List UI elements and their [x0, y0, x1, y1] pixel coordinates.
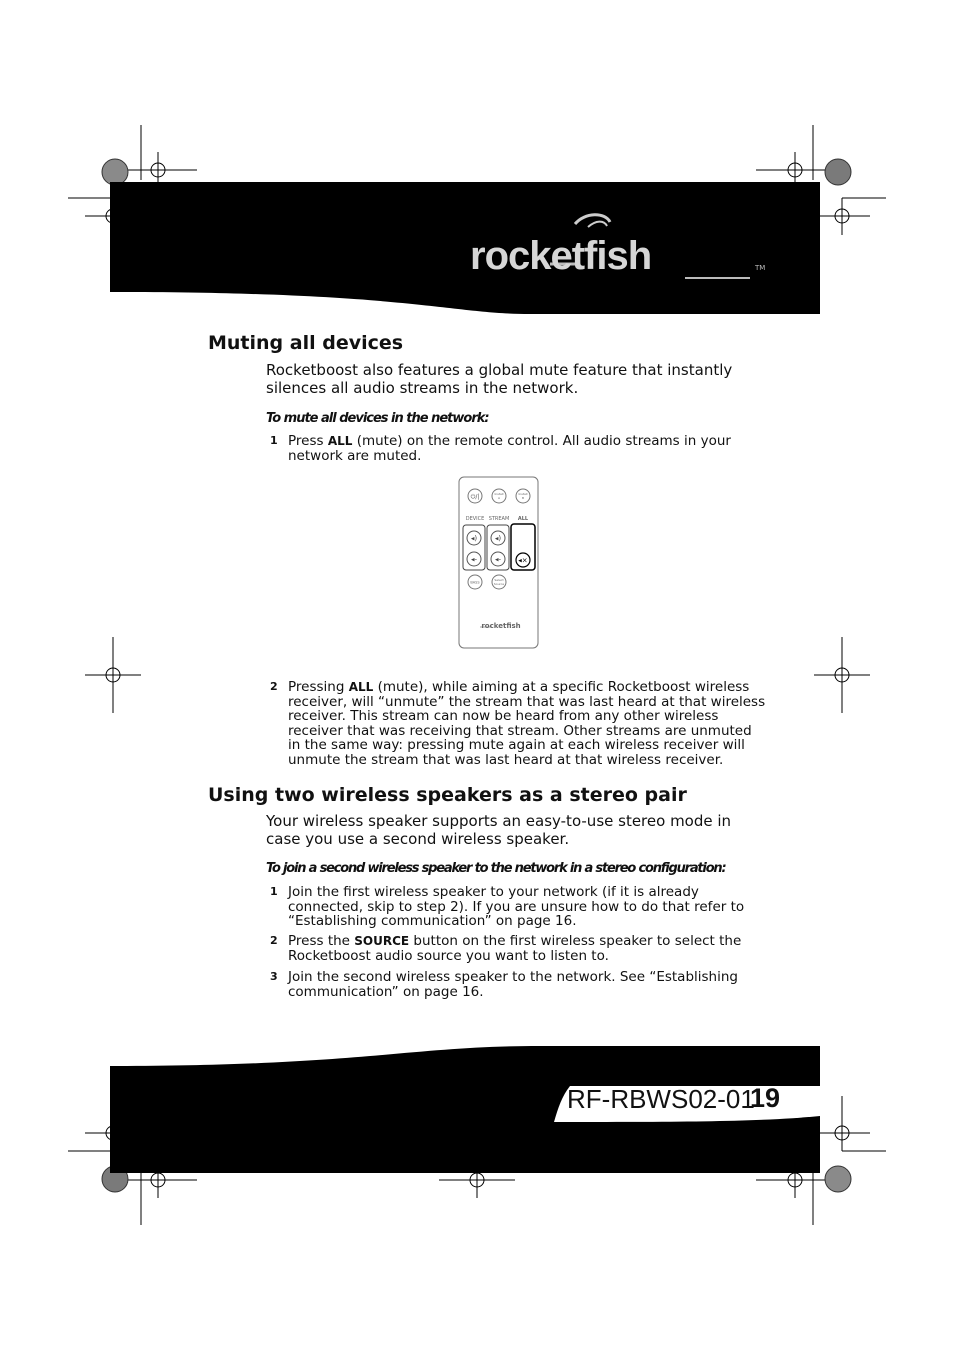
step-2-muting [270, 680, 770, 770]
svg-text:B: B [521, 496, 525, 500]
svg-text:Source: Source [493, 582, 505, 586]
footer-band [110, 1046, 820, 1173]
header-shape [110, 182, 820, 314]
procedure-heading-stereo: To join a second wireless speaker to the network in a stereo configuration: [266, 861, 726, 876]
step-number: 2 [270, 934, 278, 947]
step-text: Join the first wireless speaker to your network (if it is already connected, skip to step 2). If you are unsure how to do that refer to “Establishing communication” on page 16. [288, 884, 745, 929]
section-title-stereo: Using two wireless speakers as a stereo pair [208, 784, 687, 806]
step-1-stereo [270, 885, 770, 930]
step-text-post: button on the first wireless speaker to select the Rocketboost audio source you want to listen to. [288, 933, 742, 964]
svg-text:⏻/|: ⏻/| [470, 493, 480, 501]
svg-text:◂): ◂) [470, 534, 478, 543]
section-title-muting: Muting all devices [208, 332, 404, 354]
step-2-stereo [270, 934, 770, 964]
svg-text:◂×: ◂× [518, 556, 528, 565]
remote-label-all: ALL [517, 516, 529, 522]
step-1-muting [270, 434, 770, 464]
step-key-all: ALL [348, 680, 374, 694]
svg-text:◂): ◂) [494, 534, 502, 543]
step-text-pre: Press the [288, 933, 355, 949]
svg-text:A: A [497, 496, 501, 500]
svg-text:◂-: ◂- [494, 555, 502, 564]
step-3-stereo [270, 970, 770, 1000]
section-intro-stereo: Your wireless speaker supports an easy-to-use stereo mode in case you use a second wireless speaker. [266, 812, 732, 848]
header-band [110, 182, 820, 314]
remote-control-illustration [458, 476, 540, 650]
trademark: TM [755, 264, 766, 272]
svg-text:Install: Install [494, 492, 504, 496]
remote-label-device: DEVICE [465, 516, 485, 522]
step-key-all: ALL [327, 434, 353, 448]
svg-text:◂-: ◂- [470, 555, 478, 564]
svg-text:Install: Install [518, 492, 528, 496]
footer-model-number: RF-RBWS02-01 [567, 1084, 755, 1114]
step-text-post: (mute) on the remote control. All audio streams in your network are muted. [288, 433, 731, 464]
remote-brand-logo: rocketfish [481, 622, 521, 630]
procedure-heading-muting: To mute all devices in the network: [266, 411, 489, 426]
page-number: 19 [750, 1083, 781, 1113]
brand-logo: rocketfish [470, 234, 652, 278]
remote-label-stream: STREAM [488, 516, 510, 522]
step-number: 1 [270, 434, 278, 447]
section-intro-muting: Rocketboost also features a global mute feature that instantly silences all audio streams in the network. [266, 361, 733, 397]
step-text-pre: Pressing [288, 679, 349, 695]
step-number: 2 [270, 680, 278, 693]
step-text-post: (mute), while aiming at a specific Rocketboost wireless receiver, will “unmute” the stream that was last heard at that wireless receiver. This stream can now be heard from any other wireless receiver that was receiving that stream. Other streams are unmuted in the same way: pressing mute again at each wireless receiver will unmute the stream that was last heard at that wireless receiver. [288, 679, 766, 768]
step-text-pre: Press [288, 433, 328, 449]
step-key-source: SOURCE [354, 934, 410, 948]
svg-text:BASS: BASS [470, 580, 480, 585]
step-number: 3 [270, 970, 278, 983]
step-number: 1 [270, 885, 278, 898]
step-text: Join the second wireless speaker to the network. See “Establishing communication” on page 16. [288, 969, 738, 1000]
svg-text:Select: Select [494, 578, 504, 582]
